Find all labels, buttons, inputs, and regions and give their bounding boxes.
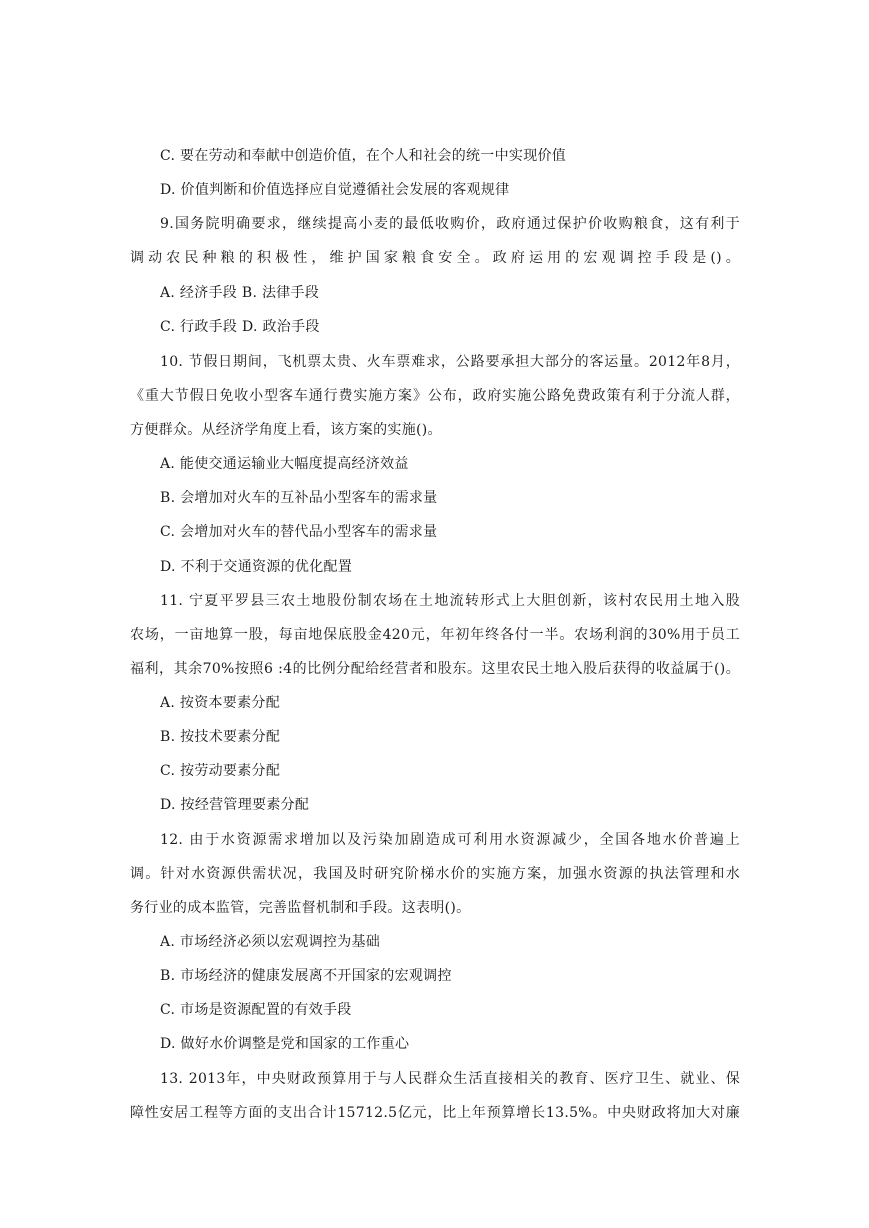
q10-stem-line-3: 方便群众。从经济学角度上看，该方案的实施()。 — [130, 422, 442, 438]
q10-option-c: C. 会增加对火车的替代品小型客车的需求量 — [160, 524, 438, 540]
q11-stem-line-2: 农场，一亩地算一股，每亩地保底股金420元，年初年终各付一半。农场利润的30%用于员工 — [130, 627, 740, 643]
q12-option-c: C. 市场是资源配置的有效手段 — [160, 1002, 352, 1018]
q8-option-c: C. 要在劳动和奉献中创造价值，在个人和社会的统一中实现价值 — [160, 148, 567, 164]
q11-stem-line-1: 11. 宁夏平罗县三农土地股份制农场在土地流转形式上大胆创新，该村农民用土地入股 — [160, 593, 740, 609]
q9-stem-line-2: 调动农民种粮的积极性，维护国家粮食安全。政府运用的宏观调控手段是()。 — [130, 250, 740, 266]
q12-stem-line-2: 调。针对水资源供需状况，我国及时研究阶梯水价的实施方案，加强水资源的执法管理和水 — [130, 866, 740, 882]
q9-options-cd: C. 行政手段 D. 政治手段 — [160, 319, 320, 335]
q12-option-d: D. 做好水价调整是党和国家的工作重心 — [160, 1036, 410, 1052]
q10-stem-line-2: 《重大节假日免收小型客车通行费实施方案》公布，政府实施公路免费政策有利于分流人群， — [130, 388, 740, 404]
q13-stem-line-1: 13. 2013年，中央财政预算用于与人民群众生活直接相关的教育、医疗卫生、就业、保 — [160, 1071, 740, 1087]
q12-option-a: A. 市场经济必须以宏观调控为基础 — [160, 934, 381, 950]
q11-option-c: C. 按劳动要素分配 — [160, 763, 281, 779]
q12-option-b: B. 市场经济的健康发展离不开国家的宏观调控 — [160, 968, 452, 984]
q9-options-ab: A. 经济手段 B. 法律手段 — [160, 285, 320, 301]
q9-stem-line-1: 9.国务院明确要求，继续提高小麦的最低收购价，政府通过保护价收购粮食，这有利于 — [160, 216, 740, 232]
q10-option-d: D. 不利于交通资源的优化配置 — [160, 559, 353, 575]
q13-stem-line-2: 障性安居工程等方面的支出合计15712.5亿元，比上年预算增长13.5%。中央财政将加大对廉 — [130, 1105, 740, 1121]
q10-option-b: B. 会增加对火车的互补品小型客车的需求量 — [160, 490, 438, 506]
q11-option-d: D. 按经营管理要素分配 — [160, 797, 310, 813]
q12-stem-line-1: 12. 由于水资源需求增加以及污染加剧造成可利用水资源减少，全国各地水价普遍上 — [160, 832, 740, 848]
q8-option-d: D. 价值判断和价值选择应自觉遵循社会发展的客观规律 — [160, 182, 510, 198]
q12-stem-line-3: 务行业的成本监管，完善监督机制和手段。这表明()。 — [130, 900, 471, 916]
q10-stem-line-1: 10. 节假日期间，飞机票太贵、火车票难求，公路要承担大部分的客运量。2012年8月， — [160, 354, 740, 370]
q11-option-a: A. 按资本要素分配 — [160, 695, 281, 711]
q11-stem-line-3: 福利，其余70%按照6 :4的比例分配给经营者和股东。这里农民土地入股后获得的收益属于()。 — [130, 661, 740, 677]
q11-option-b: B. 按技术要素分配 — [160, 729, 281, 745]
q10-option-a: A. 能使交通运输业大幅度提高经济效益 — [160, 456, 409, 472]
